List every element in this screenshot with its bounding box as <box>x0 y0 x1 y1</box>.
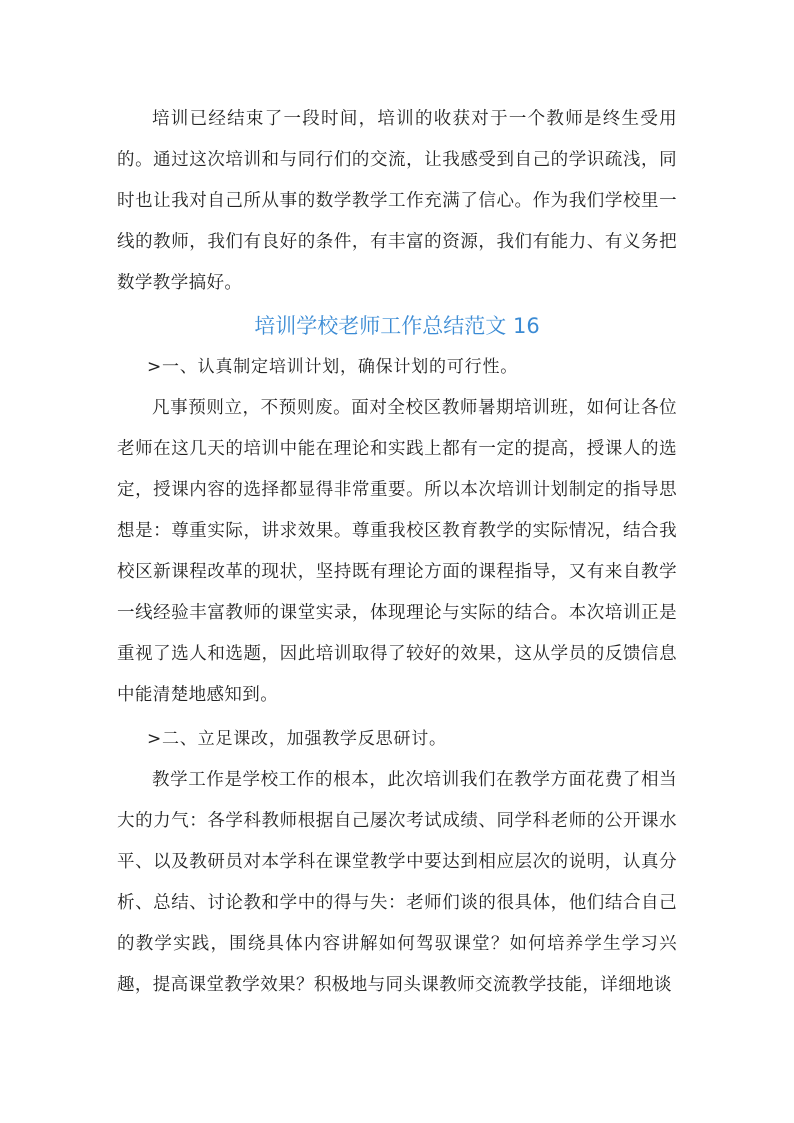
subheading-plan: >一、认真制定培训计划，确保计划的可行性。 <box>147 357 519 377</box>
intro-paragraph: 培训已经结束了一段时间，培训的收获对于一个教师是终生受用的。通过这次培训和与同行们的交流，让我感受到自己的学识疏浅，同时也让我对自己所从事的数学教学工作充满了信心。作为我们学校里一线的教师，我们有良好的条件，有丰富的资源，我们有能力、有义务把数学教学搞好。 <box>117 109 677 293</box>
paragraph-reform: 教学工作是学校工作的根本，此次培训我们在教学方面花费了相当大的力气：各学科教师根据自己屡次考试成绩、同学科老师的公开课水平、以及教研员对本学科在课堂教学中要达到相应层次的说明，认真分析、总结、讨论教和学中的得与失：老师们谈的很具体，他们结合自己的教学实践，围绕具体内容讲解如何驾驭课堂？如何培养学生学习兴趣，提高课堂教学效果？积极地与同头课教师交流教学技能，详细地谈 <box>117 770 677 995</box>
subheading-reform: >二、立足课改，加强教学反思研讨。 <box>147 729 447 749</box>
paragraph-plan: 凡事预则立，不预则废。面对全校区教师暑期培训班，如何让各位老师在这几天的培训中能在理论和实践上都有一定的提高，授课人的选定，授课内容的选择都显得非常重要。所以本次培训计划制定的指导思想是：尊重实际，讲求效果。尊重我校区教育教学的实际情况，结合我校区新课程改革的现状，坚持既有理论方面的课程指导，又有来自教学一线经验丰富教师的课堂实录，体现理论与实际的结合。本次培训正是重视了选人和选题，因此培训取得了较好的效果，这从学员的反馈信息中能清楚地感知到。 <box>117 398 677 705</box>
section-title: 培训学校老师工作总结范文 16 <box>254 314 540 338</box>
